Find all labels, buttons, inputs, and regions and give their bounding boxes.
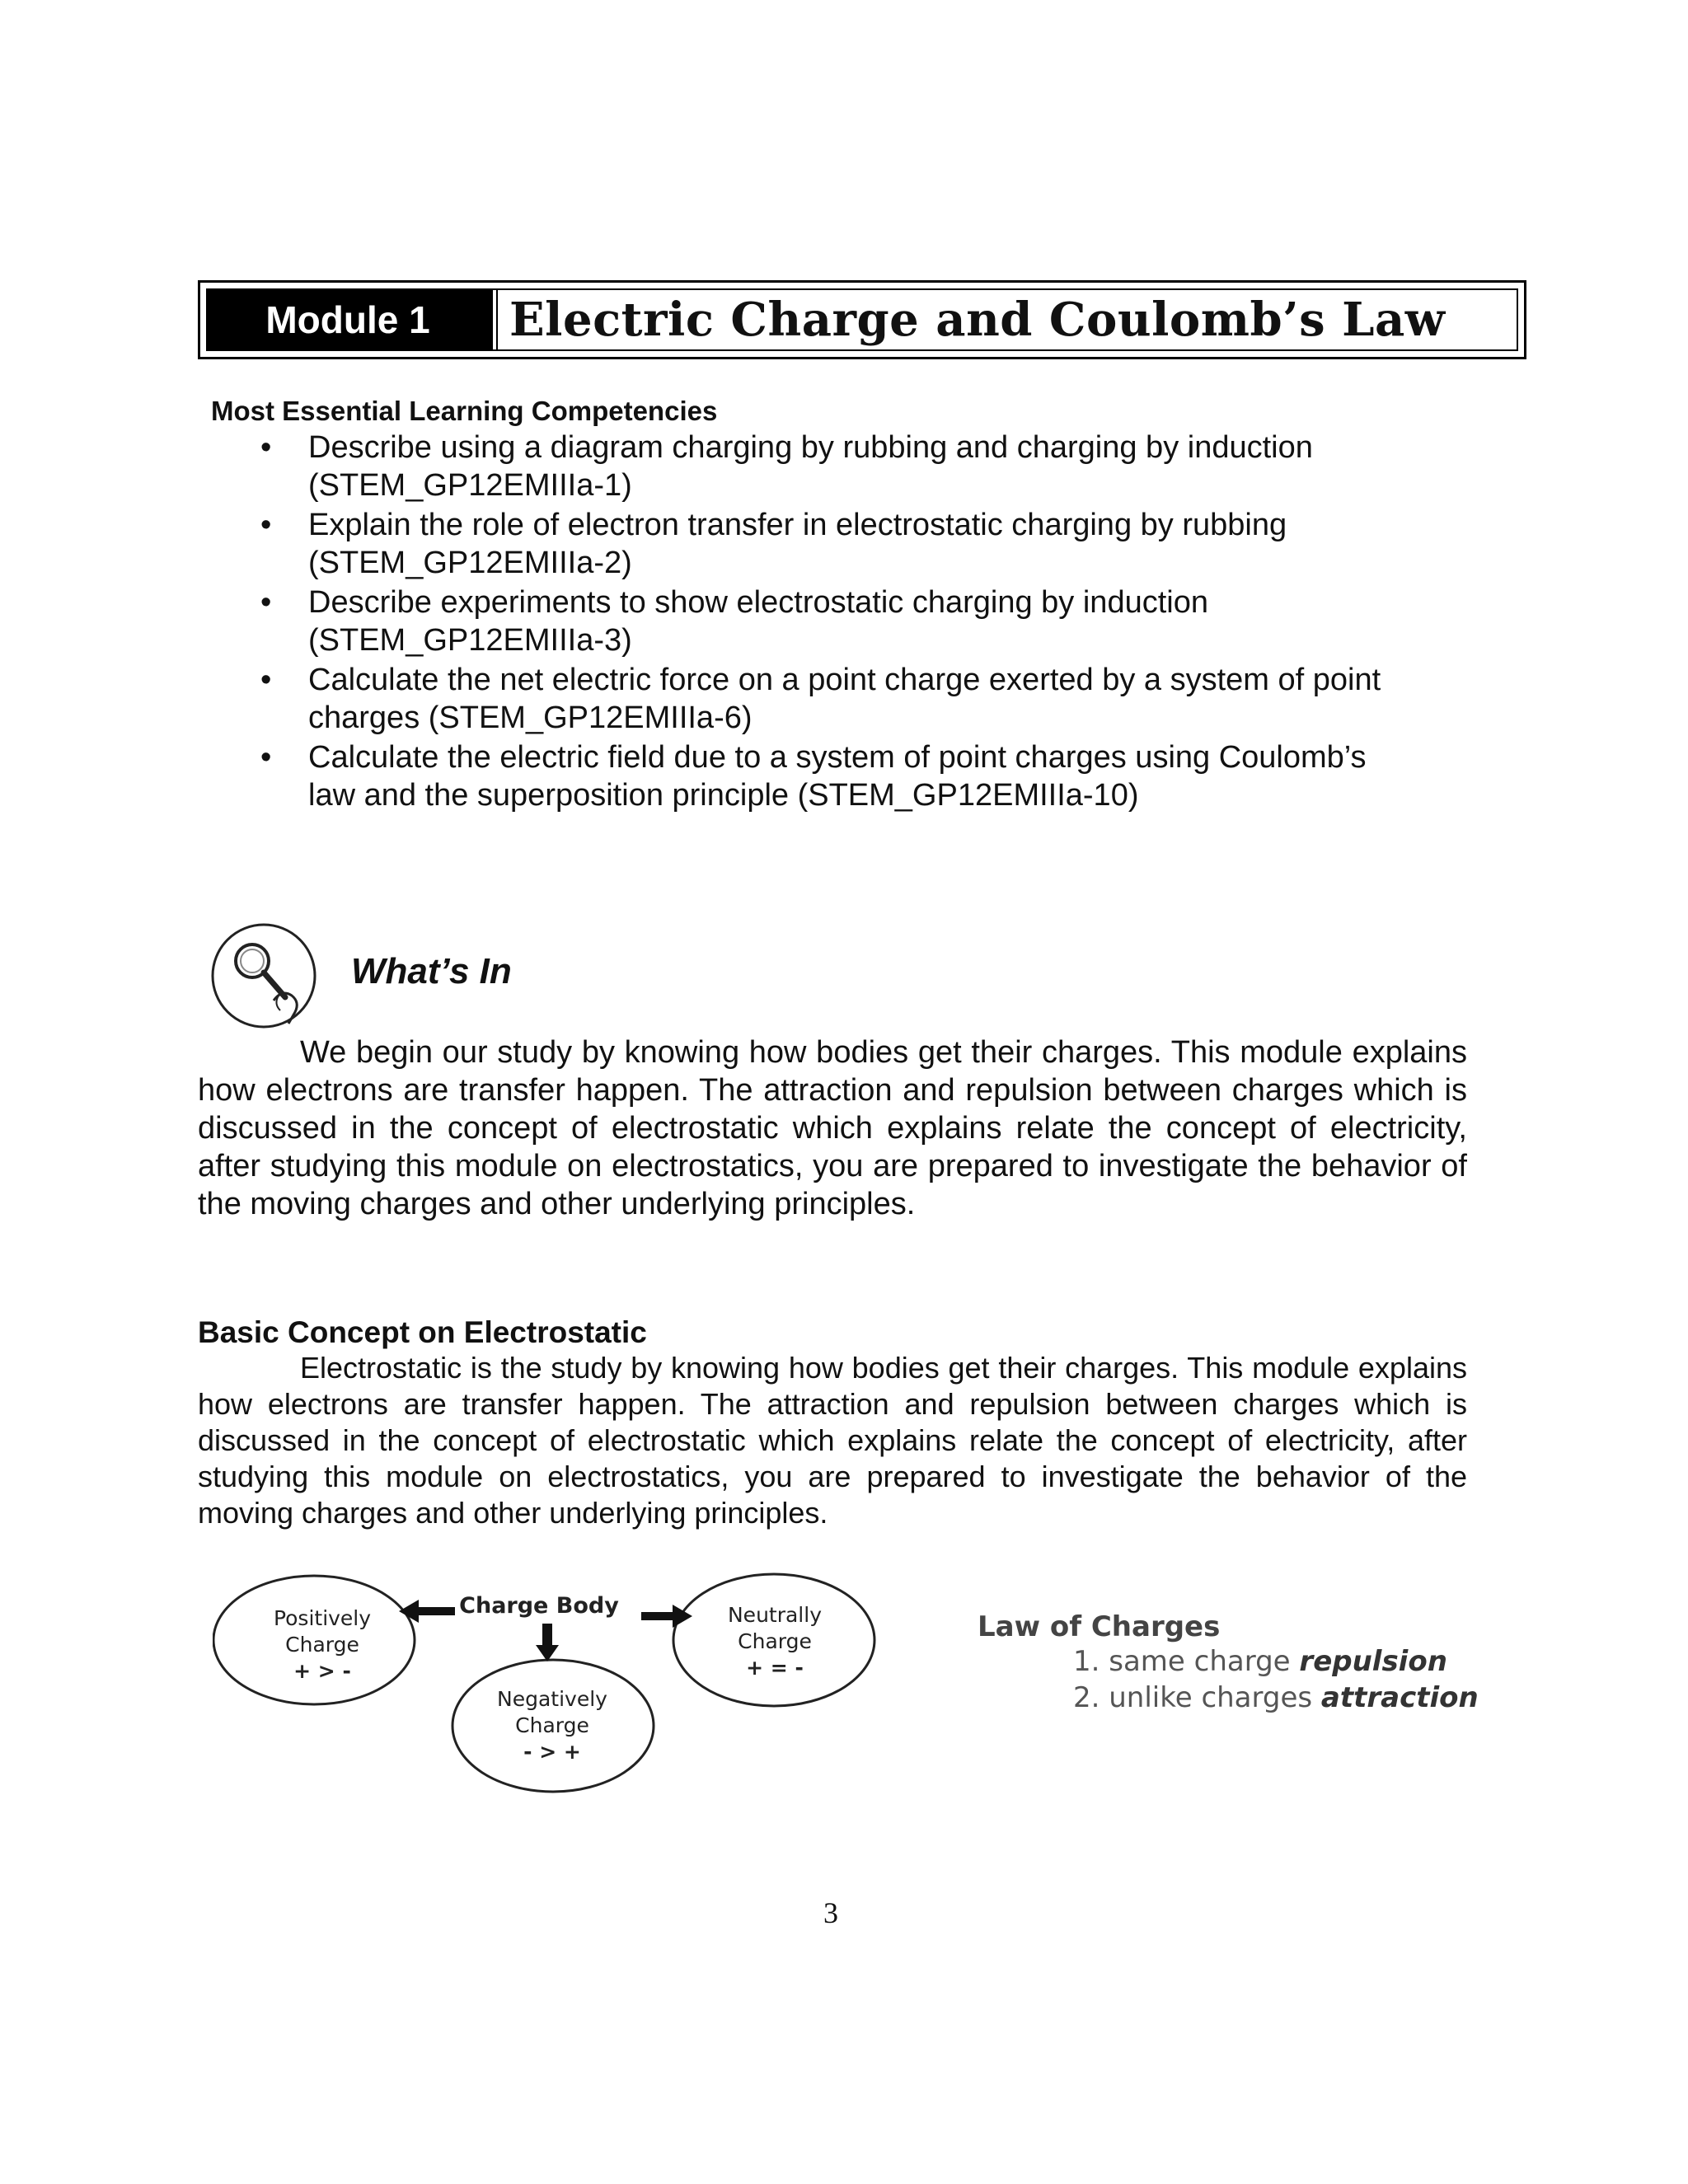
module-title: Electric Charge and Coulomb’s Law [496, 290, 1517, 349]
competency-code: (STEM_GP12EMIIIa-1) [308, 468, 632, 503]
list-item [256, 429, 1541, 504]
list-item [256, 506, 1541, 582]
list-item [256, 661, 1541, 737]
whats-in-text: We begin our study by knowing how bodies get their charges. This module explains how electrons are transfer happen. The attraction and repulsion between charges which is discussed in the concept of electrostatic which explains relate the concept of electricity, after studying this module on electrostatics, you are prepared to investigate the behavior of the moving charges and other underlying principles. [198, 1035, 1467, 1221]
charge-diagram [213, 1558, 897, 1797]
law-text: 2. unlike charges [1073, 1681, 1321, 1714]
charge-body-label: Charge Body [459, 1593, 619, 1619]
law-emphasis: attraction [1320, 1681, 1479, 1714]
negative-label-line1: Negatively [497, 1687, 607, 1711]
competencies-list [256, 429, 1541, 816]
competency-code: law and the superposition principle (STEM_GP12EMIIIa-10) [308, 778, 1139, 813]
competency-text: Calculate the net electric force on a point charge exerted by a system of point [308, 663, 1381, 697]
list-item [256, 738, 1541, 814]
positive-label-line3: + > - [293, 1659, 351, 1683]
bullet-icon: • [260, 740, 272, 775]
bullet-icon: • [260, 430, 272, 465]
neutral-label-line1: Neutrally [727, 1603, 823, 1627]
negative-label-line2: Charge [515, 1713, 589, 1737]
bullet-icon: • [260, 508, 272, 542]
law-of-charges-heading: Law of Charges [978, 1610, 1221, 1643]
competency-code: (STEM_GP12EMIIIa-3) [308, 623, 632, 658]
neutral-label-line3: + = - [746, 1656, 804, 1680]
law-text: 1. same charge [1073, 1645, 1300, 1678]
list-item [1073, 1643, 1479, 1680]
whats-in-paragraph [198, 1033, 1467, 1223]
neutral-label-line2: Charge [738, 1629, 812, 1653]
bullet-icon: • [260, 663, 272, 697]
down-arrow-icon [536, 1624, 559, 1661]
magnifying-glass-icon [209, 921, 318, 1030]
module-label: Module 1 [208, 290, 493, 349]
positive-label-line1: Positively [273, 1606, 372, 1630]
competency-text: Calculate the electric field due to a system of point charges using Coulomb’s [308, 740, 1367, 775]
positive-label-line2: Charge [285, 1633, 359, 1657]
basic-concept-heading: Basic Concept on Electrostatic [198, 1315, 647, 1349]
basic-concept-text: Electrostatic is the study by knowing how bodies get their charges. This module explains how electrons are transfer happen. The attraction and repulsion between charges which is discussed in the concept of electrostatic which explains relate the concept of electricity, after studying this module on electrostatics, you are prepared to investigate the behavior of the moving charges and other underlying principles. [198, 1351, 1467, 1530]
module-header [198, 280, 1526, 359]
competencies-heading: Most Essential Learning Competencies [211, 396, 718, 426]
competency-code: (STEM_GP12EMIIIa-2) [308, 546, 632, 580]
competency-code: charges (STEM_GP12EMIIIa-6) [308, 701, 753, 735]
page-number: 3 [823, 1896, 838, 1929]
list-item [1073, 1680, 1479, 1716]
competency-text: Describe using a diagram charging by rubbing and charging by induction [308, 430, 1313, 465]
module-header-frame [206, 288, 1518, 351]
whats-in-heading: What’s In [351, 951, 512, 991]
negative-label-line3: - > + [523, 1740, 581, 1764]
bullet-icon: • [260, 585, 272, 620]
competency-text: Describe experiments to show electrostatic charging by induction [308, 585, 1208, 620]
law-of-charges-list [1073, 1643, 1479, 1716]
competency-text: Explain the role of electron transfer in electrostatic charging by rubbing [308, 508, 1287, 542]
basic-concept-paragraph [198, 1350, 1467, 1531]
list-item [256, 583, 1541, 659]
law-emphasis: repulsion [1299, 1645, 1447, 1678]
